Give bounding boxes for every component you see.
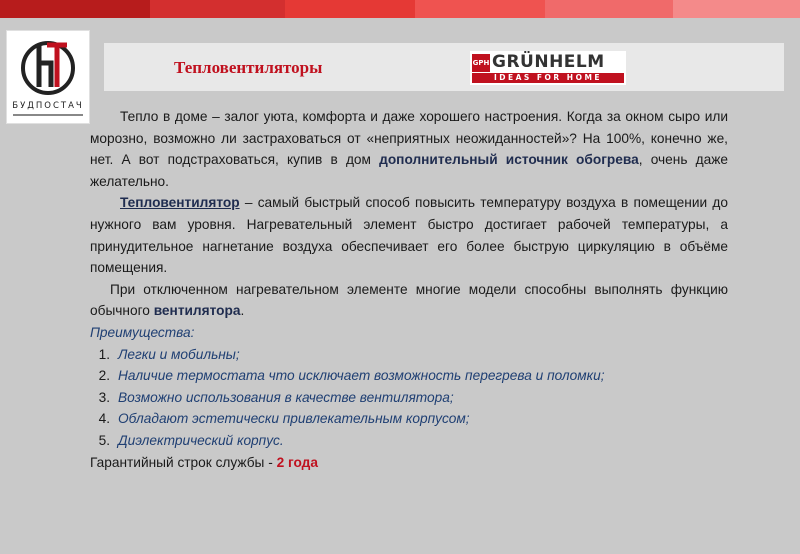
text: . xyxy=(240,303,245,319)
warranty-value: 2 года xyxy=(276,454,318,470)
warranty-line xyxy=(90,452,728,474)
brand-logo xyxy=(470,51,626,85)
text: При отключенном нагревательном элементе многие модели способны выполнять функцию обычного xyxy=(90,281,728,319)
term-link[interactable]: Тепловентилятор xyxy=(120,195,240,211)
list-item xyxy=(90,344,728,366)
list-number: 1. xyxy=(98,346,110,362)
list-text: Возможно использования в качестве вентилятора; xyxy=(118,389,454,405)
band-segment xyxy=(285,0,415,18)
list-text: Обладают эстетически привлекательным корпусом; xyxy=(118,411,470,427)
logo-tagline-line xyxy=(13,114,83,116)
warranty-label: Гарантийный строк службы - xyxy=(90,454,277,470)
logo-name: БУДПОСТАЧ xyxy=(12,101,84,111)
paragraph-heater xyxy=(90,192,728,278)
list-number: 2. xyxy=(98,368,110,384)
list-number: 5. xyxy=(98,432,110,448)
list-number: 4. xyxy=(98,411,110,427)
paragraph-fan xyxy=(90,279,728,322)
advantages-heading: Преимущества: xyxy=(90,324,195,340)
paragraph-intro xyxy=(90,106,728,192)
advantages-list xyxy=(90,344,728,452)
band-segment xyxy=(0,0,150,18)
list-item xyxy=(90,387,728,409)
band-segment xyxy=(415,0,545,18)
content xyxy=(90,106,728,473)
text: – самый быстрый способ повысить температуру воздуха в помещении до нужного вам уровня. Нагревательный элемент быстро достигает рабочей температуры, а принудительное нагнетание воздуха обеспечивает его более быструю циркуляцию в объёме помещения. xyxy=(90,195,728,276)
list-text: Наличие термостата что исключает возможность перегрева и поломки; xyxy=(118,368,605,384)
band-segment xyxy=(150,0,285,18)
brand-name: GRÜNHELM xyxy=(492,52,605,72)
list-item xyxy=(90,430,728,452)
band-segment xyxy=(545,0,673,18)
list-text: Легки и мобильны; xyxy=(118,346,240,362)
list-item xyxy=(90,408,728,430)
list-number: 3. xyxy=(98,389,110,405)
list-text: Диэлектрический корпус. xyxy=(118,432,284,448)
title-bar xyxy=(104,43,784,91)
text: , очень даже желательно. xyxy=(90,152,728,189)
list-item xyxy=(90,365,728,387)
logo-mark-icon xyxy=(17,35,79,97)
text: Тепло в доме – залог уюта, комфорта и даже хорошего настроения. Когда за окном сыро или морозно, возможно ли застраховаться от «неприятных неожиданностей»? На 100%, конечно же, нет. А вот подстраховаться, купив в дом xyxy=(90,109,728,168)
brand-tagline: IDEAS FOR HOME xyxy=(472,73,624,83)
company-logo xyxy=(6,30,90,124)
brand-mark-icon: GPH xyxy=(472,54,490,72)
top-color-band xyxy=(0,0,800,18)
emphasis: дополнительный источник обогрева xyxy=(379,152,639,168)
page-title: Тепловентиляторы xyxy=(174,58,323,77)
emphasis: вентилятора xyxy=(153,303,241,319)
band-segment xyxy=(673,0,800,18)
